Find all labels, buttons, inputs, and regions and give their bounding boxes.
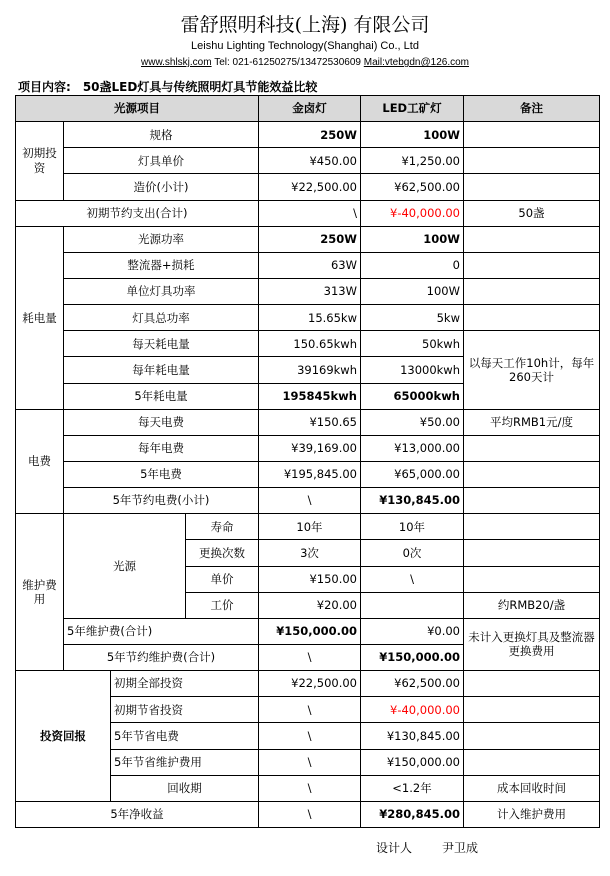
cell-remark xyxy=(464,514,600,540)
cell-metal-halide: ¥39,169.00 xyxy=(259,435,361,461)
row-label: 5年节省维护费用 xyxy=(111,749,259,775)
group-maintenance: 维护费用 xyxy=(16,514,64,671)
row-label: 工价 xyxy=(186,592,259,618)
cell-metal-halide: ¥150.00 xyxy=(259,566,361,592)
cell-led: ¥280,845.00 xyxy=(361,801,464,827)
mail-link[interactable]: Mail:vtebgdn@126.com xyxy=(363,57,469,68)
row-label: 5年耗电量 xyxy=(64,383,259,409)
cell-metal-halide: \ xyxy=(259,723,361,749)
cell-led: 5kw xyxy=(361,305,464,331)
cell-metal-halide: \ xyxy=(259,488,361,514)
cell-led: ¥-40,000.00 xyxy=(361,697,464,723)
cell-remark xyxy=(464,278,600,304)
row-label: 灯具总功率 xyxy=(64,305,259,331)
cell-metal-halide: 313W xyxy=(259,278,361,304)
cell-led: 10年 xyxy=(361,514,464,540)
row-label: 寿命 xyxy=(186,514,259,540)
row-label: 每天耗电量 xyxy=(64,331,259,357)
cell-metal-halide: 3次 xyxy=(259,540,361,566)
cell-led: ¥50.00 xyxy=(361,409,464,435)
row-label: 5年净收益 xyxy=(16,801,259,827)
cell-metal-halide: ¥20.00 xyxy=(259,592,361,618)
cell-led: ¥150,000.00 xyxy=(361,749,464,775)
website-link[interactable]: www.shlskj.com xyxy=(141,57,212,68)
row-label: 每天电费 xyxy=(64,409,259,435)
cell-metal-halide: 10年 xyxy=(259,514,361,540)
cell-remark: 计入维护费用 xyxy=(464,801,600,827)
row-label: 初期节省投资 xyxy=(111,697,259,723)
row-label: 更换次数 xyxy=(186,540,259,566)
cell-metal-halide: 195845kwh xyxy=(259,383,361,409)
cell-metal-halide: ¥150,000.00 xyxy=(259,618,361,644)
cell-remark: 50盏 xyxy=(464,200,600,226)
cell-metal-halide: ¥22,500.00 xyxy=(259,174,361,200)
cell-metal-halide: ¥450.00 xyxy=(259,148,361,174)
cell-led: ¥130,845.00 xyxy=(361,723,464,749)
row-label: 单位灯具功率 xyxy=(64,278,259,304)
cell-led: ¥1,250.00 xyxy=(361,148,464,174)
cell-led: ¥150,000.00 xyxy=(361,644,464,670)
cell-metal-halide: \ xyxy=(259,644,361,670)
cell-remark xyxy=(464,723,600,749)
row-label: 初期全部投资 xyxy=(111,671,259,697)
cell-led: ¥62,500.00 xyxy=(361,671,464,697)
group-initial-investment: 初期投资 xyxy=(16,122,64,200)
subject-label: 项目内容: xyxy=(18,80,71,94)
subject-line xyxy=(18,78,317,95)
cell-remark xyxy=(464,252,600,278)
group-electricity: 电费 xyxy=(16,409,64,514)
cell-led: 65000kwh xyxy=(361,383,464,409)
cell-led: \ xyxy=(361,566,464,592)
cell-metal-halide: 39169kwh xyxy=(259,357,361,383)
cell-led: ¥65,000.00 xyxy=(361,461,464,487)
row-label: 灯具单价 xyxy=(64,148,259,174)
cell-led: 100W xyxy=(361,226,464,252)
contact-line xyxy=(0,57,610,68)
cell-metal-halide: \ xyxy=(259,697,361,723)
comparison-table xyxy=(15,95,600,828)
group-power-consumption: 耗电量 xyxy=(16,226,64,409)
cell-led xyxy=(361,592,464,618)
row-label: 整流器+损耗 xyxy=(64,252,259,278)
cell-remark xyxy=(464,749,600,775)
cell-led: ¥-40,000.00 xyxy=(361,200,464,226)
row-label: 5年节约电费(小计) xyxy=(64,488,259,514)
company-name-en: Leishu Lighting Technology(Shanghai) Co., Ltd xyxy=(191,40,419,52)
cell-remark xyxy=(464,226,600,252)
cell-remark xyxy=(464,461,600,487)
company-name-cn: 雷舒照明科技(上海) 有限公司 xyxy=(180,14,430,36)
cell-remark: 平均RMB1元/度 xyxy=(464,409,600,435)
sub-group-light-source: 光源 xyxy=(64,514,186,619)
designer-line xyxy=(376,839,478,856)
group-payback: 投资回报 xyxy=(16,671,111,802)
cell-metal-halide: 63W xyxy=(259,252,361,278)
cell-metal-halide: ¥150.65 xyxy=(259,409,361,435)
cell-metal-halide: 250W xyxy=(259,122,361,148)
row-label: 5年节省电费 xyxy=(111,723,259,749)
cell-led: 0 xyxy=(361,252,464,278)
cell-remark xyxy=(464,566,600,592)
cell-remark xyxy=(464,148,600,174)
cell-metal-halide: 150.65kwh xyxy=(259,331,361,357)
cell-remark xyxy=(464,540,600,566)
subject-text: 50盏LED灯具与传统照明灯具节能效益比较 xyxy=(82,80,318,94)
cell-led: 0次 xyxy=(361,540,464,566)
row-label: 5年节约维护费(合计) xyxy=(64,644,259,670)
cell-metal-halide: 250W xyxy=(259,226,361,252)
row-label: 每年电费 xyxy=(64,435,259,461)
cell-metal-halide: ¥195,845.00 xyxy=(259,461,361,487)
tel-text: Tel: 021-61250275/13472530609 xyxy=(214,57,361,68)
row-label: 光源功率 xyxy=(64,226,259,252)
designer-name: 尹卫成 xyxy=(442,841,479,855)
cell-remark: 约RMB20/盏 xyxy=(464,592,600,618)
cell-led: <1.2年 xyxy=(361,775,464,801)
col-header-led: LED工矿灯 xyxy=(361,96,464,122)
row-label: 造价(小计) xyxy=(64,174,259,200)
cell-led: ¥0.00 xyxy=(361,618,464,644)
cell-led: 100W xyxy=(361,278,464,304)
cell-remark xyxy=(464,305,600,331)
row-label: 回收期 xyxy=(111,775,259,801)
cell-remark xyxy=(464,122,600,148)
cell-remark xyxy=(464,488,600,514)
cell-remark xyxy=(464,697,600,723)
cell-remark: 以每天工作10h计，每年260天计 xyxy=(464,331,600,409)
cell-led: ¥13,000.00 xyxy=(361,435,464,461)
cell-metal-halide: \ xyxy=(259,801,361,827)
row-label: 单价 xyxy=(186,566,259,592)
col-header-metal-halide: 金卤灯 xyxy=(259,96,361,122)
cell-led: ¥62,500.00 xyxy=(361,174,464,200)
cell-metal-halide: \ xyxy=(259,200,361,226)
cell-metal-halide: ¥22,500.00 xyxy=(259,671,361,697)
col-header-remark: 备注 xyxy=(464,96,600,122)
cell-metal-halide: \ xyxy=(259,775,361,801)
cell-led: 50kwh xyxy=(361,331,464,357)
cell-remark: 未计入更换灯具及整流器更换费用 xyxy=(464,618,600,670)
row-label: 初期节约支出(合计) xyxy=(16,200,259,226)
cell-metal-halide: \ xyxy=(259,749,361,775)
cell-led: ¥130,845.00 xyxy=(361,488,464,514)
row-label: 5年电费 xyxy=(64,461,259,487)
cell-remark xyxy=(464,435,600,461)
cell-remark: 成本回收时间 xyxy=(464,775,600,801)
cell-remark xyxy=(464,671,600,697)
cell-metal-halide: 15.65kw xyxy=(259,305,361,331)
cell-remark xyxy=(464,174,600,200)
row-label: 5年维护费(合计) xyxy=(64,618,259,644)
row-label: 每年耗电量 xyxy=(64,357,259,383)
row-label: 规格 xyxy=(64,122,259,148)
col-header-item: 光源项目 xyxy=(16,96,259,122)
designer-label: 设计人 xyxy=(376,841,413,855)
cell-led: 100W xyxy=(361,122,464,148)
cell-led: 13000kwh xyxy=(361,357,464,383)
